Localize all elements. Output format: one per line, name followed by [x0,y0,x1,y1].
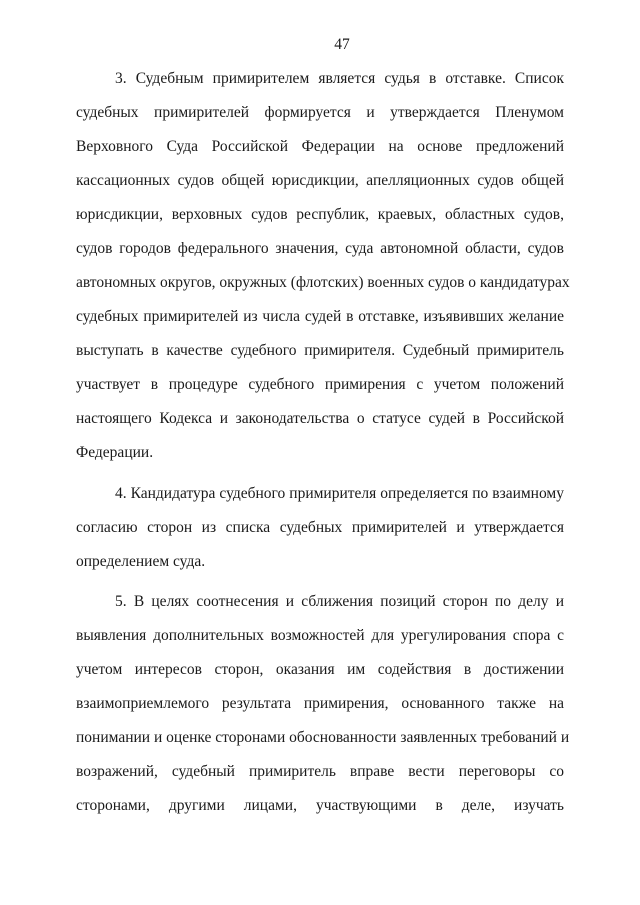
text-line: возражений, судебный примиритель вправе вести переговоры со [76,763,564,780]
text-line: Верховного Суда Российской Федерации на основе предложений [76,138,564,155]
text-line: автономных округов, окружных (флотских) военных судов о кандидатурах [76,274,570,291]
text-line: судебных примирителей формируется и утверждается Пленумом [76,104,564,121]
text-line: участвует в процедуре судебного примирения с учетом положений [76,376,564,393]
text-line: выступать в качестве судебного примирителя. Судебный примиритель [76,342,564,359]
text-line: судебных примирителей из числа судей в отставке, изъявивших желание [76,308,564,325]
text-line: 3. Судебным примирителем является судья в отставке. Список [115,70,564,87]
page-number: 47 [334,36,350,53]
text-line: определением суда. [76,553,206,570]
text-line: 4. Кандидатура судебного примирителя определяется по взаимному [115,485,564,502]
text-line: кассационных судов общей юрисдикции, апелляционных судов общей [76,172,564,189]
text-line: выявления дополнительных возможностей для урегулирования спора с [76,627,564,644]
text-line: Федерации. [76,444,154,461]
text-line: согласию сторон из списка судебных примирителей и утверждается [76,519,564,536]
text-line: сторонами, другими лицами, участвующими в деле, изучать [76,797,564,814]
text-line: 5. В целях соотнесения и сближения позиций сторон по делу и [115,593,564,610]
text-line: понимании и оценке сторонами обоснованности заявленных требований и [76,729,570,746]
text-line: взаимоприемлемого результата примирения, основанного также на [76,695,564,712]
text-line: настоящего Кодекса и законодательства о статусе судей в Российской [76,410,564,427]
text-line: учетом интересов сторон, оказания им содействия в достижении [76,661,564,678]
text-line: юрисдикции, верховных судов республик, краевых, областных судов, [76,206,564,223]
text-line: судов городов федерального значения, суда автономной области, судов [76,240,564,257]
